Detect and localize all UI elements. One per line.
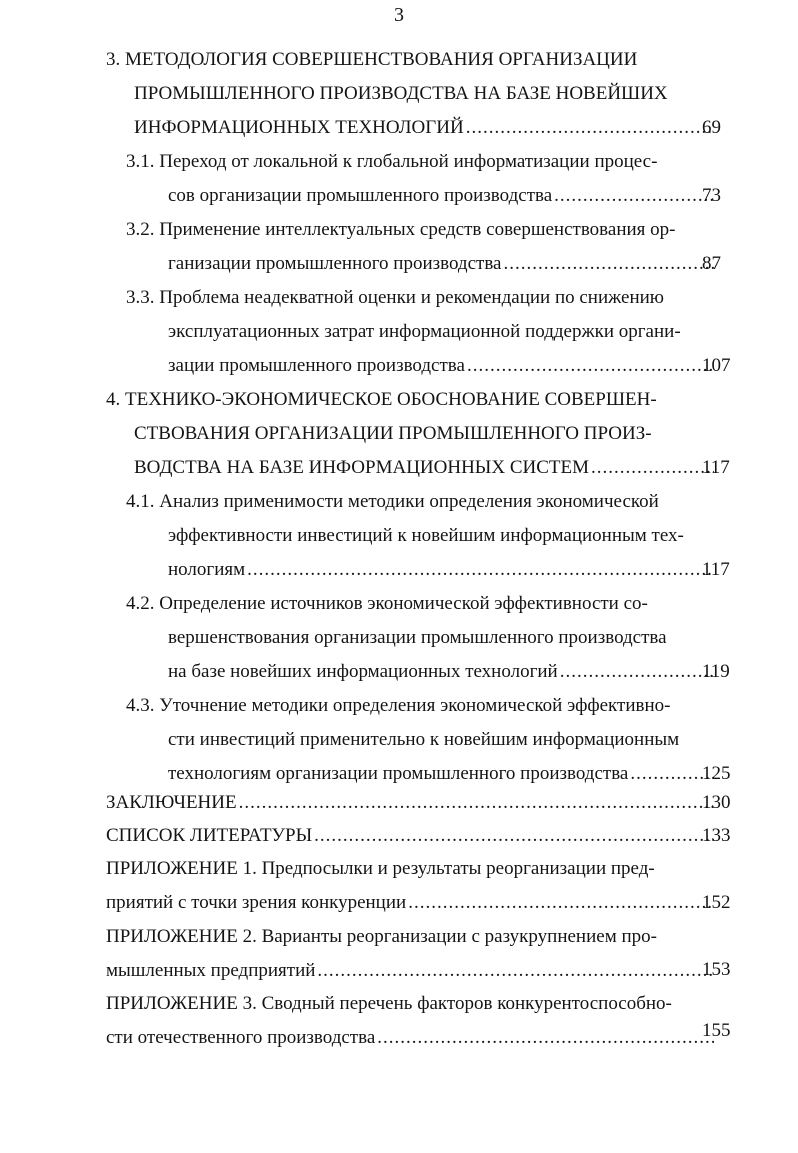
toc-line: вершенствования организации промышленного производства xyxy=(168,627,667,648)
toc-page-ref: 87 xyxy=(702,253,721,274)
toc-line: ПРИЛОЖЕНИЕ 1. Предпосылки и результаты реорганизации пред- xyxy=(106,858,655,879)
toc-line-last: ганизации промышленного производства ..... xyxy=(168,247,716,281)
leader-dots xyxy=(239,786,714,820)
toc-entry-4-2 xyxy=(126,587,716,689)
toc-entry-conclusion xyxy=(106,786,716,820)
toc-entry-4-1 xyxy=(126,485,716,587)
leader-dots xyxy=(377,1021,714,1055)
toc-entry-section-4 xyxy=(106,383,716,485)
toc-line-last: приятий с точки зрения конкуренции ..... xyxy=(106,886,716,920)
leader-dots xyxy=(317,954,714,988)
toc-line-last: ВОДСТВА НА БАЗЕ ИНФОРМАЦИОННЫХ СИСТЕМ ..... xyxy=(134,451,716,485)
toc-line-last: ИНФОРМАЦИОННЫХ ТЕХНОЛОГИЙ ..... xyxy=(134,111,716,145)
toc-line: 4. ТЕХНИКО-ЭКОНОМИЧЕСКОЕ ОБОСНОВАНИЕ СОВЕРШЕН- xyxy=(106,389,657,410)
toc-page-ref: 107 xyxy=(702,355,731,376)
toc-line-last: технологиям организации промышленного производства ..... xyxy=(168,757,716,791)
toc-line: ПРИЛОЖЕНИЕ 2. Варианты реорганизации с разукрупнением про- xyxy=(106,926,657,947)
toc-page-ref: 130 xyxy=(702,792,731,813)
toc-line: 3.3. Проблема неадекватной оценки и рекомендации по снижению xyxy=(126,287,664,308)
toc-page-ref: 117 xyxy=(702,457,730,478)
toc-line-last: нологиям ..... xyxy=(168,553,716,587)
toc-entry-appendix-1 xyxy=(106,852,716,920)
toc-entry-3-2 xyxy=(126,213,716,281)
toc-line: 4.3. Уточнение методики определения экономической эффективно- xyxy=(126,695,671,716)
leader-dots xyxy=(554,179,714,213)
leader-dots xyxy=(560,655,714,689)
toc-page-ref: 133 xyxy=(702,825,731,846)
toc-line: эксплуатационных затрат информационной поддержки органи- xyxy=(168,321,681,342)
toc-line: ПРОМЫШЛЕННОГО ПРОИЗВОДСТВА НА БАЗЕ НОВЕЙШИХ xyxy=(134,83,668,104)
toc-line: СТВОВАНИЯ ОРГАНИЗАЦИИ ПРОМЫШЛЕННОГО ПРОИЗ- xyxy=(134,423,652,444)
toc-page-ref: 69 xyxy=(702,117,721,138)
toc-page-ref: 117 xyxy=(702,559,730,580)
toc-entry-references xyxy=(106,819,716,853)
toc-line-last: мышленных предприятий ..... xyxy=(106,954,716,988)
toc-entry-4-3 xyxy=(126,689,716,791)
toc-entry-appendix-2 xyxy=(106,920,716,988)
toc-entry-3-3 xyxy=(126,281,716,383)
toc-line-last: на базе новейших информационных технологий ..... xyxy=(168,655,716,689)
toc-line-last: СПИСОК ЛИТЕРАТУРЫ ..... xyxy=(106,819,716,853)
toc-entry-section-3 xyxy=(106,43,716,145)
toc-page-ref: 73 xyxy=(702,185,721,206)
leader-dots xyxy=(314,819,714,853)
toc-line: 3.1. Переход от локальной к глобальной информатизации процес- xyxy=(126,151,658,172)
toc-line: 3. МЕТОДОЛОГИЯ СОВЕРШЕНСТВОВАНИЯ ОРГАНИЗАЦИИ xyxy=(106,49,638,70)
toc-page-ref: 119 xyxy=(702,661,730,682)
leader-dots xyxy=(408,886,714,920)
leader-dots xyxy=(504,247,715,281)
toc-line-last: ЗАКЛЮЧЕНИЕ ..... xyxy=(106,786,716,820)
toc-line: 3.2. Применение интеллектуальных средств совершенствования ор- xyxy=(126,219,676,240)
toc-line: сти инвестиций применительно к новейшим информационным xyxy=(168,729,680,750)
toc-line-last: сов организации промышленного производства ..... xyxy=(168,179,716,213)
toc-page-ref: 125 xyxy=(702,763,731,784)
toc-line: 4.1. Анализ применимости методики определения экономической xyxy=(126,491,659,512)
leader-dots xyxy=(591,451,714,485)
leader-dots xyxy=(247,553,714,587)
toc-page-ref: 155 xyxy=(702,1020,731,1041)
toc-entry-appendix-3 xyxy=(106,987,716,1055)
toc-line-last: сти отечественного производства ..... xyxy=(106,1021,716,1055)
toc-line: 4.2. Определение источников экономической эффективности со- xyxy=(126,593,648,614)
page-number: 3 xyxy=(394,4,404,26)
toc-entry-3-1 xyxy=(126,145,716,213)
toc-page-ref: 153 xyxy=(702,959,731,980)
toc-line-last: зации промышленного производства ..... xyxy=(168,349,716,383)
toc-line: ПРИЛОЖЕНИЕ 3. Сводный перечень факторов конкурентоспособно- xyxy=(106,993,672,1014)
toc-page-ref: 152 xyxy=(702,892,731,913)
leader-dots xyxy=(467,349,714,383)
toc-line: эффективности инвестиций к новейшим информационным тех- xyxy=(168,525,684,546)
leader-dots xyxy=(466,111,714,145)
